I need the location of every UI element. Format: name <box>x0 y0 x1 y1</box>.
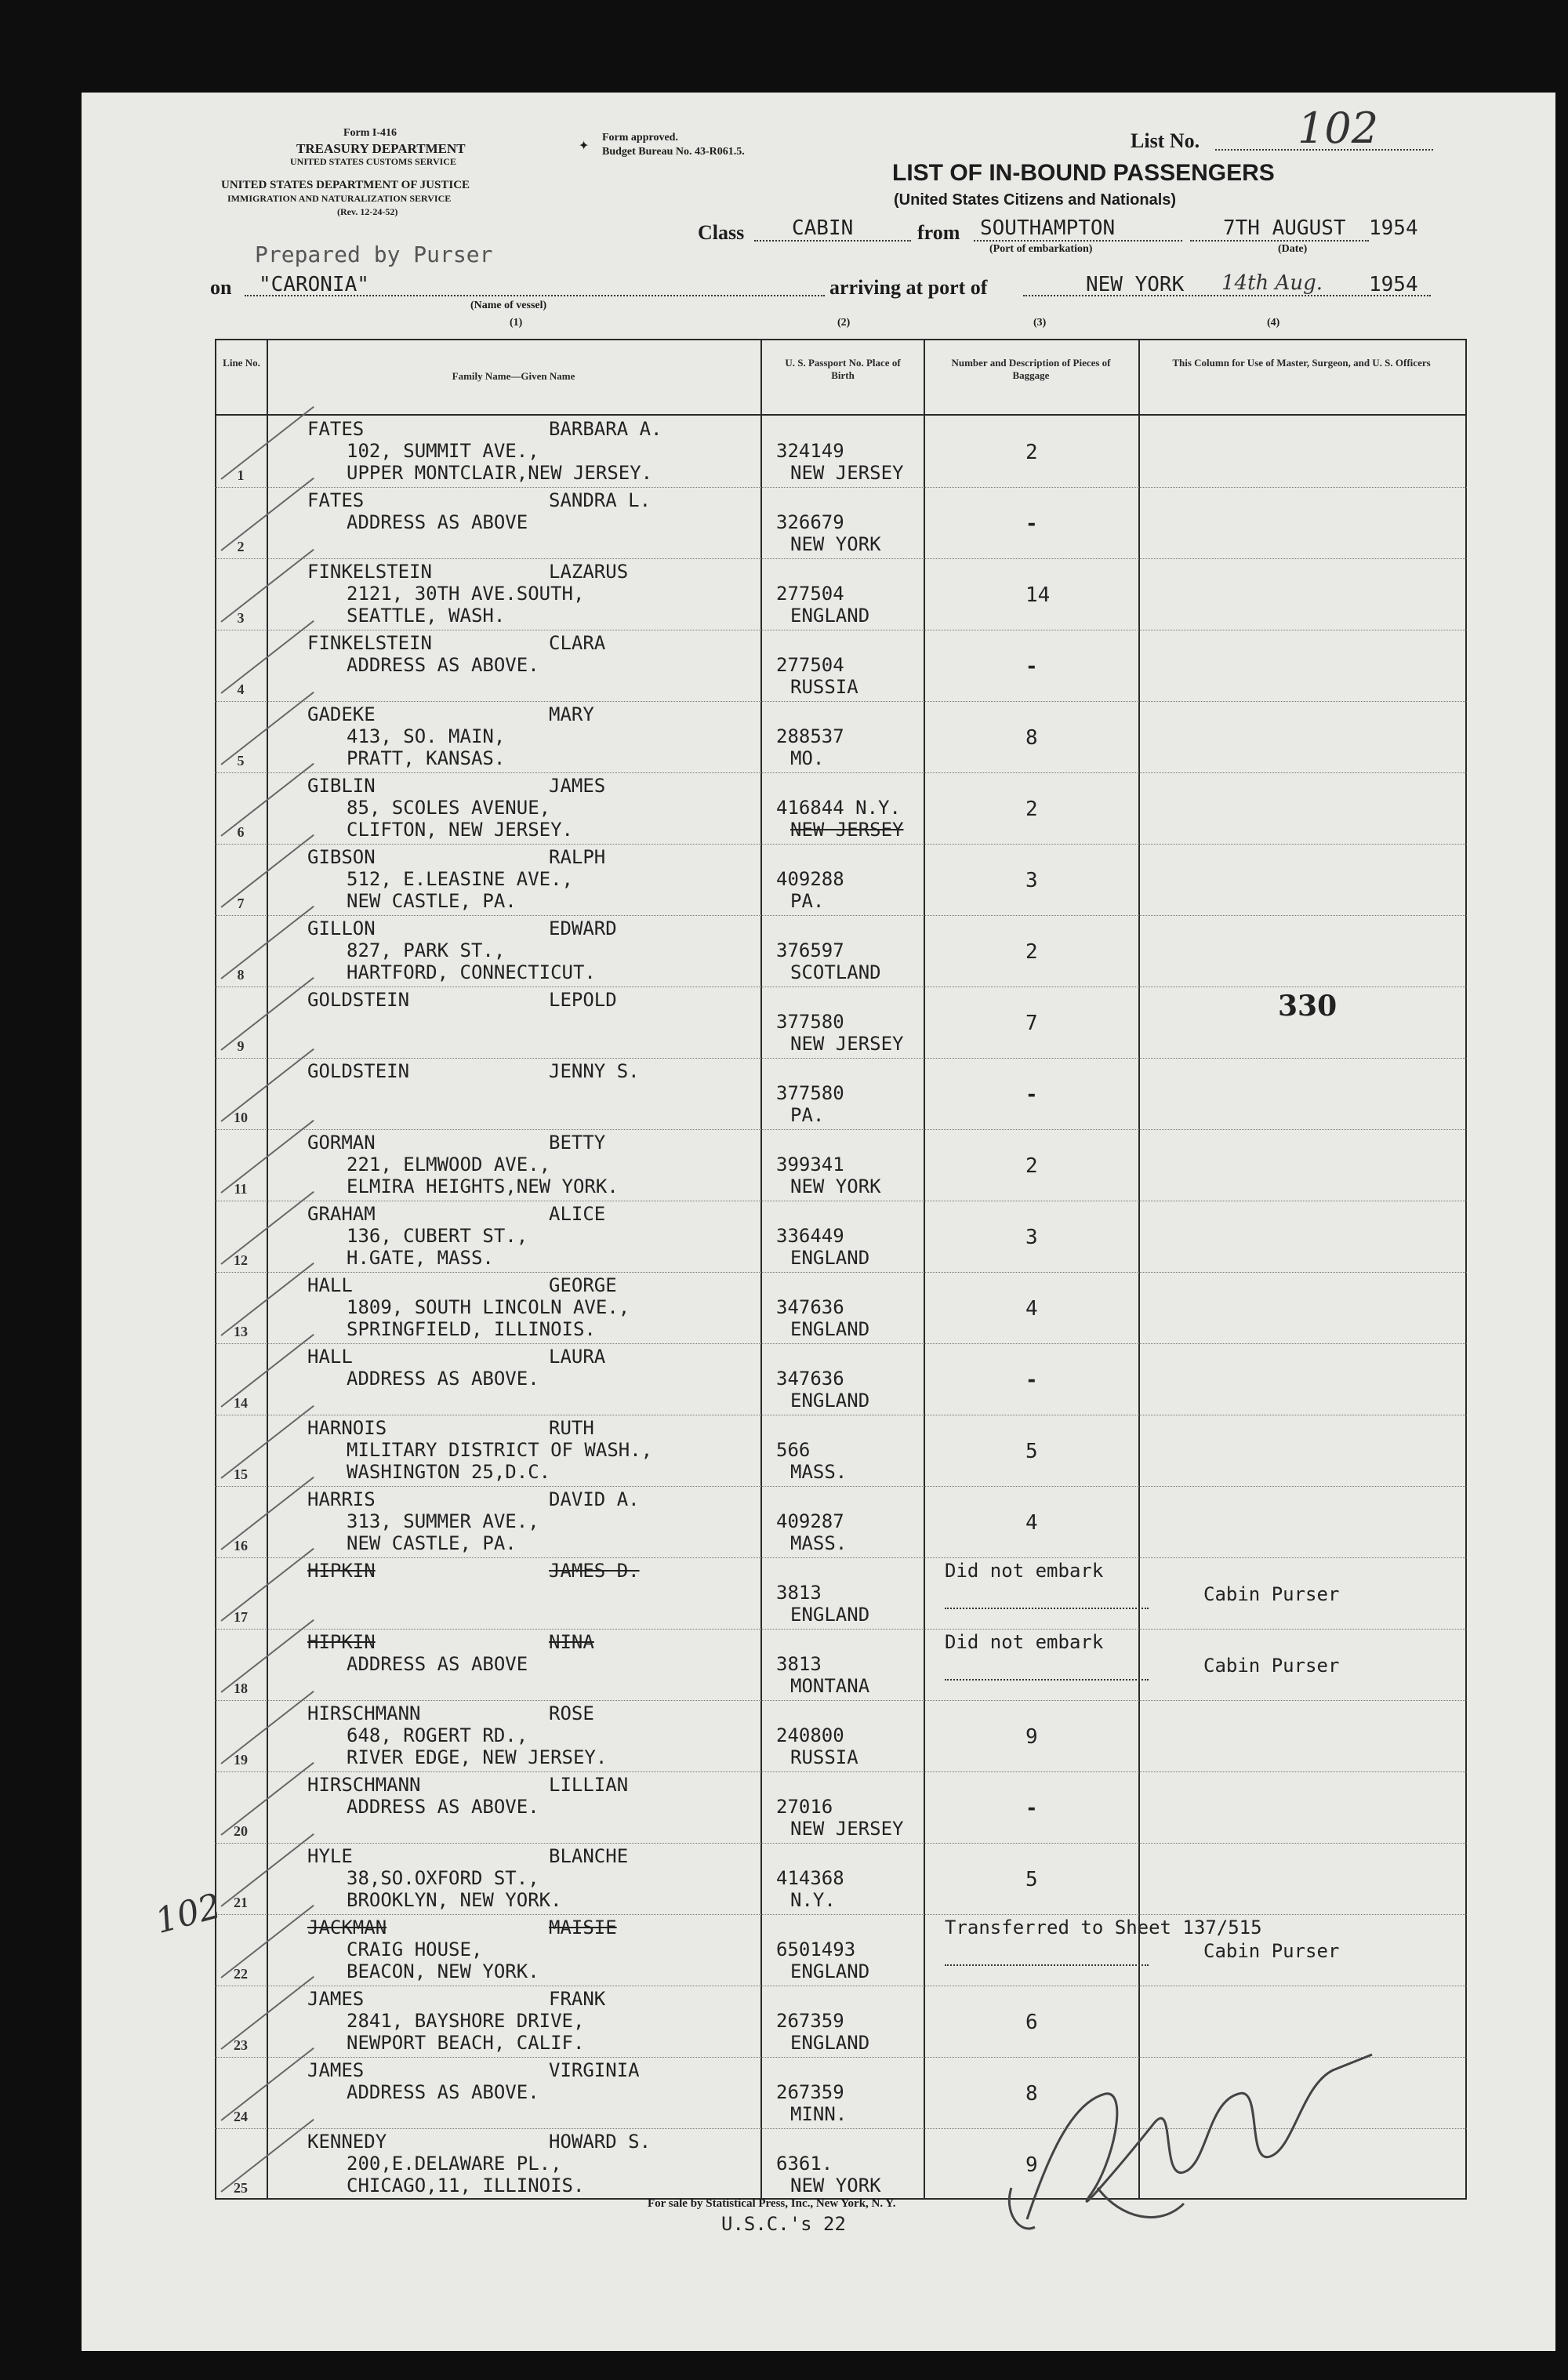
line-number: 16 <box>234 1538 248 1553</box>
passport-number: 27016 <box>776 1796 833 1818</box>
remark-text: Transferred to Sheet 137/515 <box>945 1917 1262 1939</box>
place-of-birth: MASS. <box>790 1532 848 1554</box>
family-name: HIPKIN <box>307 1631 376 1653</box>
baggage-count: 2 <box>1025 798 1038 821</box>
line-number: 24 <box>234 2109 248 2124</box>
passport-number: 409288 <box>776 868 844 890</box>
passport-number: 377580 <box>776 1011 844 1033</box>
list-no-value: 102 <box>1298 104 1379 153</box>
official-stamp: 330 <box>1278 990 1338 1023</box>
header-line-no: Line No. <box>223 357 260 369</box>
place-of-birth: ENGLAND <box>790 605 870 627</box>
family-name: FATES <box>307 418 365 440</box>
row-divider <box>215 1129 1467 1130</box>
given-name: EDWARD <box>549 917 617 939</box>
address-line: SPRINGFIELD, ILLINOIS. <box>347 1318 596 1340</box>
passport-number: 277504 <box>776 583 844 605</box>
passport-number: 347636 <box>776 1368 844 1390</box>
remark-text: Did not embark <box>945 1631 1104 1653</box>
family-name: HYLE <box>307 1845 353 1867</box>
address-line: 85, SCOLES AVENUE, <box>347 797 551 819</box>
given-name: LAURA <box>549 1346 606 1368</box>
passport-number: 409287 <box>776 1510 844 1532</box>
family-name: FATES <box>307 489 365 511</box>
passport-number: 6501493 <box>776 1939 856 1960</box>
row-divider <box>215 1629 1467 1630</box>
baggage-count: 8 <box>1025 2082 1038 2106</box>
departure-year: 1954 <box>1369 216 1418 240</box>
row-divider <box>215 1058 1467 1059</box>
place-of-birth: NEW JERSEY <box>790 819 904 841</box>
family-name: HARRIS <box>307 1488 376 1510</box>
address-line: NEW CASTLE, PA. <box>347 1532 517 1554</box>
address-line: ADDRESS AS ABOVE <box>347 1653 528 1675</box>
line-number: 4 <box>237 681 245 697</box>
header-officers: This Column for Use of Master, Surgeon, and U. S. Officers <box>1172 357 1431 369</box>
prepared-by: Prepared by Purser <box>255 242 493 267</box>
given-name: LEPOLD <box>549 989 617 1011</box>
address-line: CLIFTON, NEW JERSEY. <box>347 819 573 841</box>
column-divider <box>924 339 925 2200</box>
address-line: PRATT, KANSAS. <box>347 747 506 769</box>
address-line: RIVER EDGE, NEW JERSEY. <box>347 1746 608 1768</box>
row-divider <box>215 844 1467 845</box>
passport-number: 267359 <box>776 2081 844 2103</box>
baggage-count: 5 <box>1025 1440 1038 1463</box>
place-of-birth: ENGLAND <box>790 1247 870 1269</box>
address-line: ADDRESS AS ABOVE. <box>347 1368 539 1390</box>
vessel-caption: (Name of vessel) <box>470 300 547 311</box>
date-caption: (Date) <box>1278 243 1308 255</box>
column-divider <box>267 339 268 2200</box>
passport-number: 414368 <box>776 1867 844 1889</box>
family-name: GRAHAM <box>307 1203 376 1225</box>
given-name: RALPH <box>549 846 606 868</box>
family-name: HALL <box>307 1346 353 1368</box>
row-divider <box>215 915 1467 916</box>
address-line: HARTFORD, CONNECTICUT. <box>347 961 596 983</box>
baggage-count: - <box>1025 1797 1038 1820</box>
address-line: 512, E.LEASINE AVE., <box>347 868 573 890</box>
given-name: DAVID A. <box>549 1488 640 1510</box>
place-of-birth: PA. <box>790 890 825 912</box>
header-name: Family Name—Given Name <box>452 370 575 382</box>
family-name: KENNEDY <box>307 2131 387 2153</box>
family-name: GILLON <box>307 917 376 939</box>
address-line: ELMIRA HEIGHTS,NEW YORK. <box>347 1175 619 1197</box>
row-divider <box>215 558 1467 559</box>
passport-number: 336449 <box>776 1225 844 1247</box>
given-name: SANDRA L. <box>549 489 652 511</box>
family-name: GOLDSTEIN <box>307 1060 410 1082</box>
baggage-count: - <box>1025 1083 1038 1106</box>
place-of-birth: N.Y. <box>790 1889 836 1911</box>
address-line: H.GATE, MASS. <box>347 1247 494 1269</box>
line-number: 9 <box>237 1038 245 1054</box>
place-of-birth: MONTANA <box>790 1675 870 1697</box>
line-number: 13 <box>234 1324 248 1339</box>
departure-date: 7TH AUGUST <box>1223 216 1346 240</box>
arrival-year: 1954 <box>1369 273 1418 296</box>
arrival-date: 14th Aug. <box>1221 271 1323 295</box>
given-name: JENNY S. <box>549 1060 640 1082</box>
row-divider <box>215 1272 1467 1273</box>
line-number: 2 <box>237 539 245 554</box>
family-name: FINKELSTEIN <box>307 632 432 654</box>
remark-text: Did not embark <box>945 1560 1104 1582</box>
baggage-count: 8 <box>1025 726 1038 750</box>
passport-number: 6361. <box>776 2153 833 2175</box>
place-of-birth: MINN. <box>790 2103 848 2125</box>
given-name: MAISIE <box>549 1917 617 1939</box>
line-number: 21 <box>234 1895 248 1910</box>
date-line <box>1190 240 1369 242</box>
address-line: SEATTLE, WASH. <box>347 605 506 627</box>
row-divider <box>215 487 1467 488</box>
passport-number: 399341 <box>776 1154 844 1175</box>
arriving-label: arriving at port of <box>829 276 988 299</box>
header-passport: U. S. Passport No. Place of Birth <box>785 357 901 381</box>
treasury-department: TREASURY DEPARTMENT <box>296 141 466 156</box>
line-number: 22 <box>234 1966 248 1982</box>
from-line <box>974 240 1182 242</box>
header-divider <box>215 414 1467 416</box>
given-name: MARY <box>549 703 594 725</box>
baggage-count: 9 <box>1025 2153 1038 2177</box>
vessel-name: "CARONIA" <box>259 273 369 296</box>
budget-bureau: Budget Bureau No. 43-R061.5. <box>602 146 745 158</box>
row-divider <box>215 1700 1467 1701</box>
line-number: 6 <box>237 824 245 840</box>
row-divider <box>215 1843 1467 1844</box>
port-embarkation-value: SOUTHAMPTON <box>980 216 1116 240</box>
family-name: JAMES <box>307 2059 365 2081</box>
address-line: ADDRESS AS ABOVE. <box>347 654 539 676</box>
line-number: 19 <box>234 1752 248 1768</box>
baggage-count: - <box>1025 655 1038 678</box>
given-name: LILLIAN <box>549 1774 629 1796</box>
place-of-birth: MO. <box>790 747 825 769</box>
passport-number: 566 <box>776 1439 811 1461</box>
class-label: Class <box>698 221 745 244</box>
document-subtitle: (United States Citizens and Nationals) <box>894 191 1177 209</box>
given-name: RUTH <box>549 1417 594 1439</box>
passport-number: 3813 <box>776 1653 822 1675</box>
given-name: ALICE <box>549 1203 606 1225</box>
ins-label: IMMIGRATION AND NATURALIZATION SERVICE <box>227 193 452 204</box>
line-number: 20 <box>234 1823 248 1839</box>
column-divider <box>760 339 762 2200</box>
place-of-birth: ENGLAND <box>790 1604 870 1626</box>
given-name: BARBARA A. <box>549 418 662 440</box>
baggage-count: 14 <box>1025 583 1051 607</box>
column-caption-4: (4) <box>1267 317 1280 329</box>
line-number: 3 <box>237 610 245 626</box>
given-name: VIRGINIA <box>549 2059 640 2081</box>
family-name: GORMAN <box>307 1132 376 1154</box>
line-number: 25 <box>234 2180 248 2196</box>
address-line: BEACON, NEW YORK. <box>347 1960 539 1982</box>
line-number: 1 <box>237 467 245 483</box>
address-line: ADDRESS AS ABOVE. <box>347 2081 539 2103</box>
address-line: 2121, 30TH AVE.SOUTH, <box>347 583 585 605</box>
address-line: ADDRESS AS ABOVE <box>347 511 528 533</box>
baggage-count: 2 <box>1025 441 1038 464</box>
baggage-count: 3 <box>1025 1226 1038 1249</box>
line-number: 10 <box>234 1110 248 1125</box>
place-of-birth: NEW YORK <box>790 1175 881 1197</box>
given-name: JAMES <box>549 775 606 797</box>
address-line: CHICAGO,11, ILLINOIS. <box>347 2175 585 2197</box>
place-of-birth: MASS. <box>790 1461 848 1483</box>
form-number: Form I-416 <box>343 127 397 139</box>
column-caption-2: (2) <box>837 317 851 329</box>
baggage-count: 5 <box>1025 1868 1038 1891</box>
row-divider <box>215 772 1467 773</box>
address-line: 313, SUMMER AVE., <box>347 1510 539 1532</box>
place-of-birth: SCOTLAND <box>790 961 881 983</box>
address-line: NEW CASTLE, PA. <box>347 890 517 912</box>
passport-number: 3813 <box>776 1582 822 1604</box>
place-of-birth: RUSSIA <box>790 676 858 698</box>
address-line: UPPER MONTCLAIR,NEW JERSEY. <box>347 462 653 484</box>
line-number: 8 <box>237 967 245 983</box>
header-baggage: Number and Description of Pieces of Baggage <box>951 357 1111 381</box>
line-number: 7 <box>237 896 245 911</box>
address-line: 2841, BAYSHORE DRIVE, <box>347 2010 585 2032</box>
address-line: BROOKLYN, NEW YORK. <box>347 1889 562 1911</box>
row-divider <box>215 1486 1467 1487</box>
row-divider <box>215 1557 1467 1558</box>
passport-number: 240800 <box>776 1724 844 1746</box>
address-line: CRAIG HOUSE, <box>347 1939 483 1960</box>
address-line: 413, SO. MAIN, <box>347 725 506 747</box>
passport-number: 376597 <box>776 939 844 961</box>
given-name: GEORGE <box>549 1274 617 1296</box>
baggage-count: 3 <box>1025 869 1038 892</box>
passport-number: 277504 <box>776 654 844 676</box>
place-of-birth: ENGLAND <box>790 1960 870 1982</box>
given-name: JAMES D. <box>549 1560 640 1582</box>
family-name: JAMES <box>307 1988 365 2010</box>
family-name: FINKELSTEIN <box>307 561 432 583</box>
row-divider <box>215 1771 1467 1772</box>
family-name: GADEKE <box>307 703 376 725</box>
row-divider <box>215 1343 1467 1344</box>
place-of-birth: PA. <box>790 1104 825 1126</box>
family-name: JACKMAN <box>307 1917 387 1939</box>
address-line: 136, CUBERT ST., <box>347 1225 528 1247</box>
form-revision: (Rev. 12-24-52) <box>337 206 398 217</box>
remark-signer: Cabin Purser <box>1203 1655 1340 1677</box>
place-of-birth: NEW JERSEY <box>790 1818 904 1840</box>
port-embarkation-caption: (Port of embarkation) <box>989 243 1093 255</box>
passport-number: 288537 <box>776 725 844 747</box>
document-title: LIST OF IN-BOUND PASSENGERS <box>892 160 1275 186</box>
family-name: HARNOIS <box>307 1417 387 1439</box>
address-line: 827, PARK ST., <box>347 939 506 961</box>
signature-scribble <box>1004 2008 1396 2243</box>
place-of-birth: NEW YORK <box>790 533 881 555</box>
signature-line <box>945 1608 1149 1609</box>
address-line: 1809, SOUTH LINCOLN AVE., <box>347 1296 630 1318</box>
passport-number: 416844 N.Y. <box>776 797 901 819</box>
family-name: GIBLIN <box>307 775 376 797</box>
baggage-count: 6 <box>1025 2011 1038 2034</box>
customs-service: UNITED STATES CUSTOMS SERVICE <box>290 156 456 167</box>
place-of-birth: NEW JERSEY <box>790 1033 904 1055</box>
line-number: 18 <box>234 1681 248 1696</box>
given-name: NINA <box>549 1631 594 1653</box>
on-label: on <box>210 276 232 299</box>
address-line: 648, ROGERT RD., <box>347 1724 528 1746</box>
family-name: HIPKIN <box>307 1560 376 1582</box>
given-name: FRANK <box>549 1988 606 2010</box>
place-of-birth: ENGLAND <box>790 1390 870 1412</box>
remark-signer: Cabin Purser <box>1203 1940 1340 1962</box>
class-line <box>754 240 911 242</box>
address-line: 38,SO.OXFORD ST., <box>347 1867 539 1889</box>
given-name: LAZARUS <box>549 561 629 583</box>
passport-number: 377580 <box>776 1082 844 1104</box>
line-number: 17 <box>234 1609 248 1625</box>
address-line: NEWPORT BEACH, CALIF. <box>347 2032 585 2054</box>
class-value: CABIN <box>792 216 854 240</box>
line-number: 14 <box>234 1395 248 1411</box>
family-name: HIRSCHMANN <box>307 1702 421 1724</box>
address-line: 221, ELMWOOD AVE., <box>347 1154 551 1175</box>
baggage-count: 7 <box>1025 1012 1038 1035</box>
passport-number: 347636 <box>776 1296 844 1318</box>
arrival-port: NEW YORK <box>1086 273 1185 296</box>
baggage-count: - <box>1025 512 1038 536</box>
address-line: 102, SUMMIT AVE., <box>347 440 539 462</box>
place-of-birth: ENGLAND <box>790 2032 870 2054</box>
column-caption-3: (3) <box>1033 317 1047 329</box>
from-label: from <box>917 221 960 244</box>
column-caption-1: (1) <box>510 317 523 329</box>
signature-line <box>945 1679 1149 1681</box>
line-number: 23 <box>234 2037 248 2053</box>
given-name: BETTY <box>549 1132 606 1154</box>
remark-signer: Cabin Purser <box>1203 1583 1340 1605</box>
passport-number: 324149 <box>776 440 844 462</box>
given-name: BLANCHE <box>549 1845 629 1867</box>
baggage-count: 2 <box>1025 940 1038 964</box>
given-name: HOWARD S. <box>549 2131 652 2153</box>
baggage-count: 9 <box>1025 1725 1038 1749</box>
baggage-count: 2 <box>1025 1154 1038 1178</box>
address-line: MILITARY DISTRICT OF WASH., <box>347 1439 653 1461</box>
line-number: 11 <box>234 1181 248 1197</box>
line-number: 15 <box>234 1466 248 1482</box>
passport-number: 267359 <box>776 2010 844 2032</box>
place-of-birth: NEW JERSEY <box>790 462 904 484</box>
family-name: HALL <box>307 1274 353 1296</box>
signature-line <box>945 1964 1149 1966</box>
given-name: CLARA <box>549 632 606 654</box>
family-name: GOLDSTEIN <box>307 989 410 1011</box>
footer-usc: U.S.C.'s 22 <box>721 2213 846 2235</box>
row-divider <box>215 701 1467 702</box>
place-of-birth: ENGLAND <box>790 1318 870 1340</box>
justice-department: UNITED STATES DEPARTMENT OF JUSTICE <box>221 179 470 191</box>
line-number: 12 <box>234 1252 248 1268</box>
place-of-birth: RUSSIA <box>790 1746 858 1768</box>
address-line: 200,E.DELAWARE PL., <box>347 2153 562 2175</box>
family-name: HIRSCHMANN <box>307 1774 421 1796</box>
baggage-count: 4 <box>1025 1297 1038 1321</box>
address-line: ADDRESS AS ABOVE. <box>347 1796 539 1818</box>
row-divider <box>215 1914 1467 1915</box>
eagle-icon: ✦ <box>579 135 590 154</box>
line-number: 5 <box>237 753 245 769</box>
given-name: ROSE <box>549 1702 594 1724</box>
footer-sale: For sale by Statistical Press, Inc., New York, N. Y. <box>648 2197 896 2210</box>
place-of-birth: NEW YORK <box>790 2175 881 2197</box>
baggage-count: - <box>1025 1368 1038 1392</box>
list-no-label: List No. <box>1131 129 1200 152</box>
family-name: GIBSON <box>307 846 376 868</box>
address-line: WASHINGTON 25,D.C. <box>347 1461 551 1483</box>
margin-note: 102 <box>151 1886 226 1942</box>
baggage-count: 4 <box>1025 1511 1038 1535</box>
passport-number: 326679 <box>776 511 844 533</box>
form-approved: Form approved. <box>602 132 678 144</box>
